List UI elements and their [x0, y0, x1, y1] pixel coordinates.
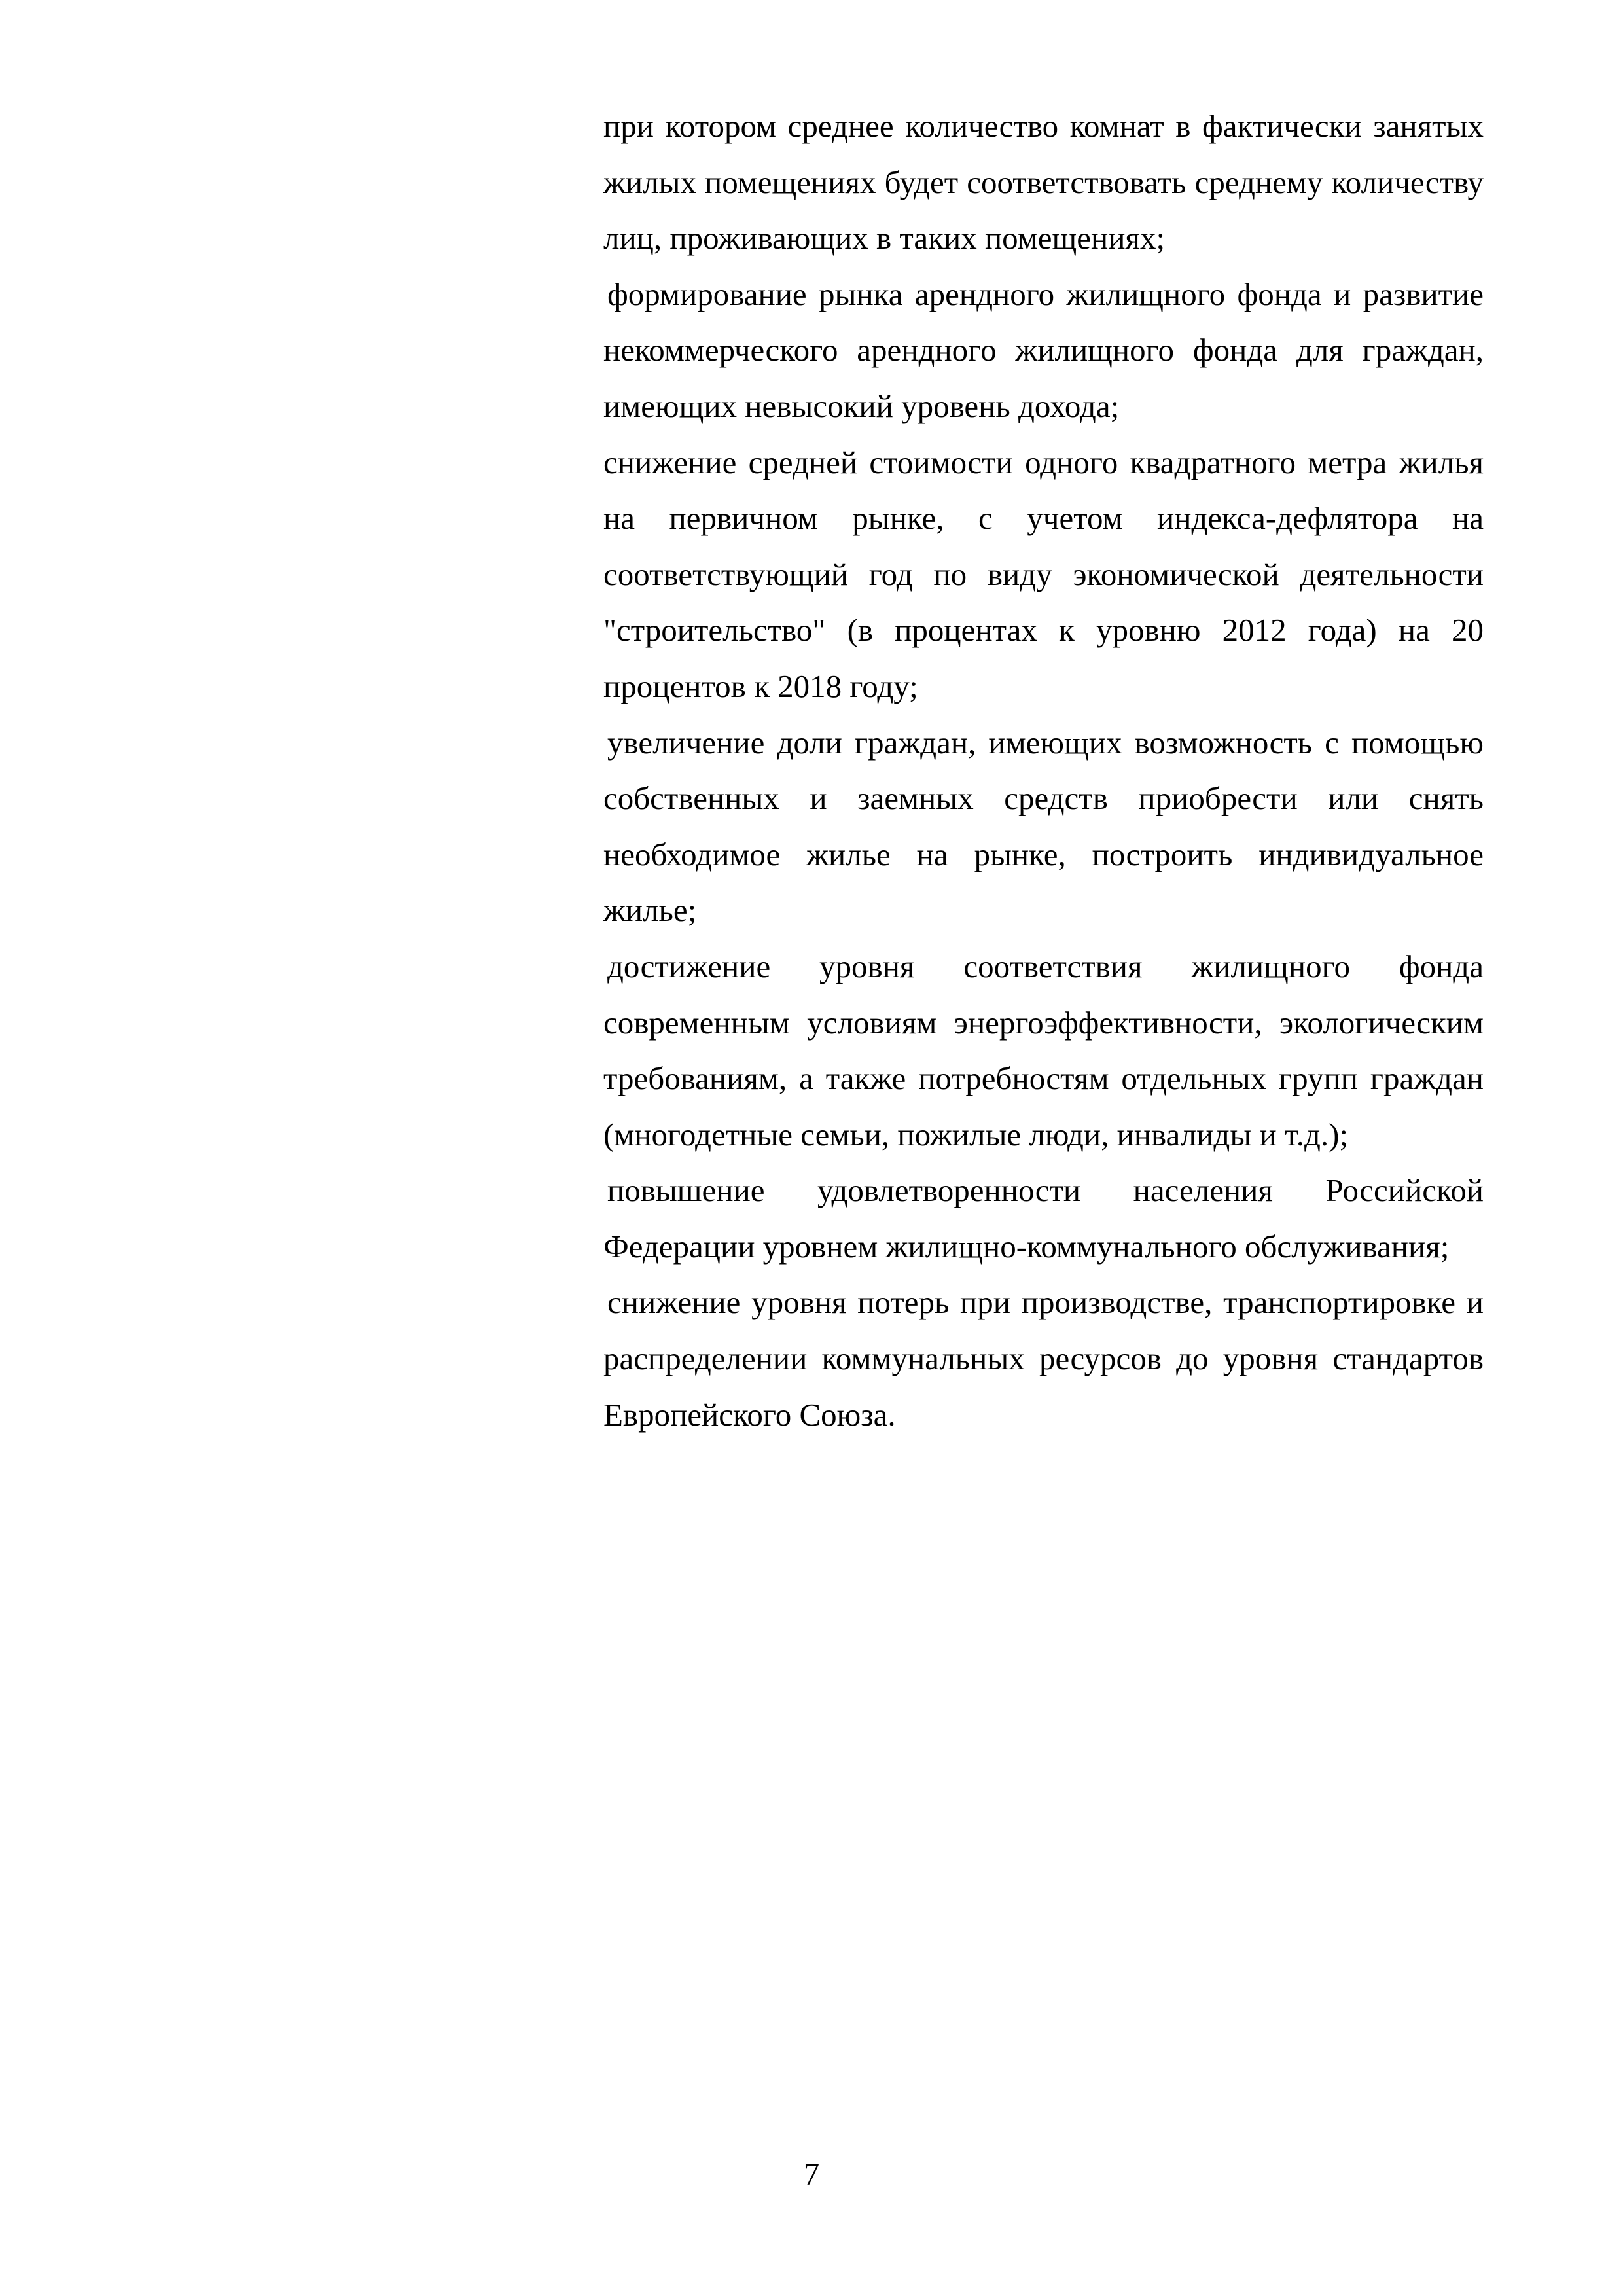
paragraph-energy-efficiency: достижение уровня соответствия жилищного фонда современным условиям энергоэффективности, экологическим требованиям, а также потребностям отдельных групп граждан (многодетные семьи, пожилые люди, инвалиды и т.д.); [603, 948, 1484, 1153]
paragraph-utility-satisfaction: повышение удовлетворенности населения Российской Федерации уровнем жилищно-коммунального обслуживания; [603, 1172, 1484, 1265]
body-text [603, 98, 1484, 1443]
paragraph-affordability: увеличение доли граждан, имеющих возможность с помощью собственных и заемных средств приобрести или снять необходимое жилье на рынке, построить индивидуальное жилье; [603, 724, 1484, 929]
paragraph-room-count: при котором среднее количество комнат в фактически занятых жилых помещениях будет соответствовать среднему количеству лиц, проживающих в таких помещениях; [603, 108, 1484, 257]
paragraph-price-reduction: снижение средней стоимости одного квадратного метра жилья на первичном рынке, с учетом индекса-дефлятора на соответствующий год по виду экономической деятельности "строительство" (в процентах к уровню 2012 года) на 20 процентов к 2018 году; [603, 444, 1484, 704]
paragraph-rental-housing: формирование рынка арендного жилищного фонда и развитие некоммерческого арендного жилищного фонда для граждан, имеющих невысокий уровень дохода; [603, 276, 1484, 424]
paragraph-resource-losses: снижение уровня потерь при производстве, транспортировке и распределении коммунальных ресурсов до уровня стандартов Европейского Союза. [603, 1284, 1484, 1433]
page-number: 7 [803, 2156, 820, 2192]
